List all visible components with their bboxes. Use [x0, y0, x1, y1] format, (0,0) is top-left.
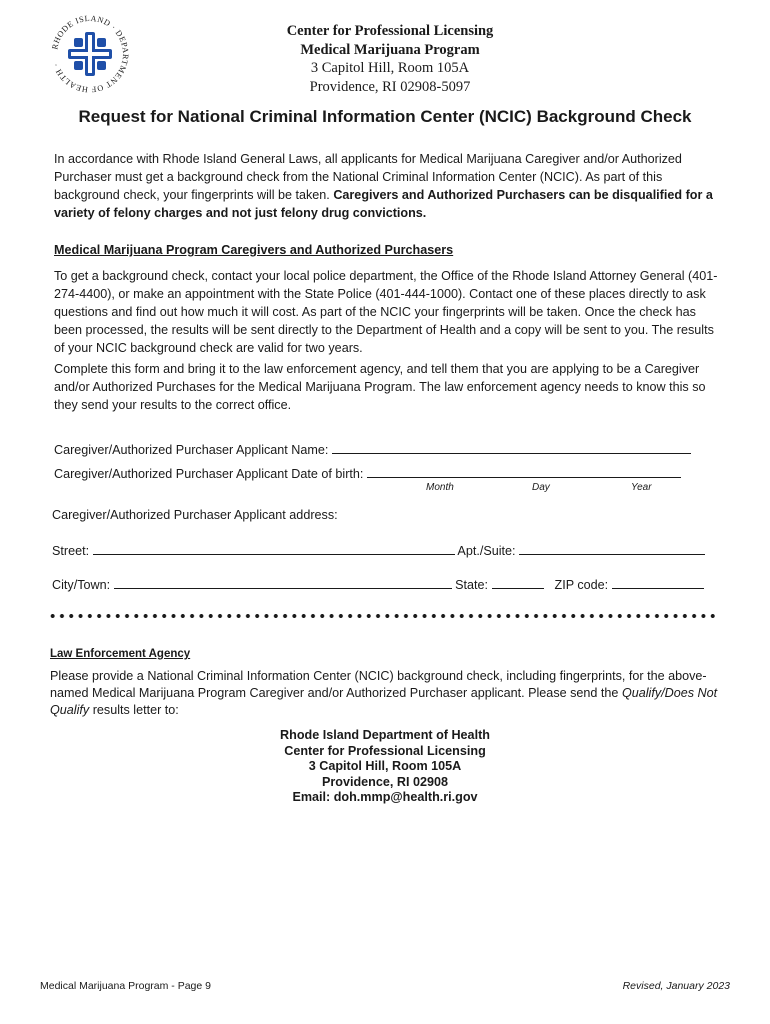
- section2-paragraph: [50, 668, 740, 719]
- section2-italic-text: Qualify/Does Not Qualify: [50, 686, 718, 717]
- applicant-name-label: Caregiver/Authorized Purchaser Applicant Name:: [54, 443, 329, 457]
- applicant-dob-label: Caregiver/Authorized Purchaser Applicant Date of birth:: [54, 467, 364, 481]
- svg-text:RHODE ISLAND · DEPARTMENT OF H: RHODE ISLAND · DEPARTMENT OF HEALTH ·: [50, 14, 130, 94]
- city-row: [52, 576, 704, 592]
- section1-paragraph-2: Complete this form and bring it to the law enforcement agency, and tell them that you are applying to be a Caregiver and/or Authorized Purchases for the Medical Marijuana Program. The law enforcement agency needs to know this so they send your results to the correct office.: [54, 362, 706, 412]
- zip-code-label: ZIP code:: [554, 578, 609, 592]
- city-town-field[interactable]: [114, 576, 452, 589]
- mailing-address-line-4: Providence, RI 02908: [321, 774, 448, 789]
- mailing-address-line-2: Center for Professional Licensing: [284, 743, 486, 758]
- section1-paragraph-1: To get a background check, contact your local police department, the Office of the Rhode Island Attorney General (401-274-4400), or make an appointment with the State Police (401-444-1000). Contact one of these places directly to ask questions and find out how much it will cost. As part of the NCIC your fingerprints will be taken. Once the check has been processed, the results will be sent directly to the Department of Health and a copy will be sent to you. The results of your NCIC background check are valid for two years.: [54, 269, 718, 355]
- city-town-label: City/Town:: [52, 578, 111, 592]
- department-seal: [50, 14, 130, 94]
- street-row: [52, 542, 705, 558]
- dob-month-label: Month: [426, 482, 454, 493]
- footer-page-label: Medical Marijuana Program - Page 9: [40, 980, 211, 992]
- section2-text: Please provide a National Criminal Information Center (NCIC) background check, including fingerprints, for the above-named Medical Marijuana Program Caregiver and/or Authorized Purchaser applicant. Please send the: [50, 669, 707, 700]
- page-title: Request for National Criminal Information Center (NCIC) Background Check: [78, 107, 692, 126]
- applicant-dob-field[interactable]: [367, 465, 681, 478]
- dob-day-label: Day: [532, 482, 550, 493]
- mailing-address-line-1: Rhode Island Department of Health: [280, 728, 490, 742]
- applicant-address-label: Caregiver/Authorized Purchaser Applicant address:: [52, 508, 338, 522]
- state-field[interactable]: [492, 576, 544, 589]
- dob-year-label: Year: [631, 482, 652, 493]
- applicant-name-field[interactable]: [332, 441, 691, 454]
- mailing-address-line-3: 3 Capitol Hill, Room 105A: [308, 759, 462, 773]
- state-label: State:: [455, 578, 488, 592]
- intro-bold-text: Caregivers and Authorized Purchasers can be disqualified for a variety of felony charges and not just felony drug convictions.: [54, 188, 713, 220]
- mailing-address-block: [0, 728, 770, 806]
- intro-paragraph: [54, 150, 726, 222]
- section1-heading: Medical Marijuana Program Caregivers and Authorized Purchasers: [54, 243, 454, 257]
- street-field[interactable]: [93, 542, 455, 555]
- header-line-2: Medical Marijuana Program: [300, 41, 480, 58]
- apt-suite-label: Apt./Suite:: [457, 544, 516, 558]
- dotted-divider: [48, 611, 718, 621]
- apt-suite-field[interactable]: [519, 542, 705, 555]
- applicant-name-row: [54, 441, 691, 457]
- header-line-1: Center for Professional Licensing: [286, 23, 494, 39]
- section2-text-end: results letter to:: [89, 703, 179, 717]
- zip-code-field[interactable]: [612, 576, 704, 589]
- applicant-dob-row: [54, 465, 681, 481]
- header-address-block: [240, 22, 540, 96]
- street-label: Street:: [52, 544, 90, 558]
- intro-text: In accordance with Rhode Island General Laws, all applicants for Medical Marijuana Caregiver and/or Authorized Purchaser must get a background check from the National Criminal Information Center (NCIC). As part of this background check, your fingerprints will be taken.: [54, 152, 682, 202]
- section2-heading: Law Enforcement Agency: [50, 648, 191, 660]
- header-line-3: 3 Capitol Hill, Room 105A: [310, 60, 470, 76]
- header-line-4: Providence, RI 02908-5097: [309, 78, 471, 95]
- footer-revision-date: Revised, January 2023: [622, 980, 730, 992]
- mailing-address-email: Email: doh.mmp@health.ri.gov: [292, 790, 478, 804]
